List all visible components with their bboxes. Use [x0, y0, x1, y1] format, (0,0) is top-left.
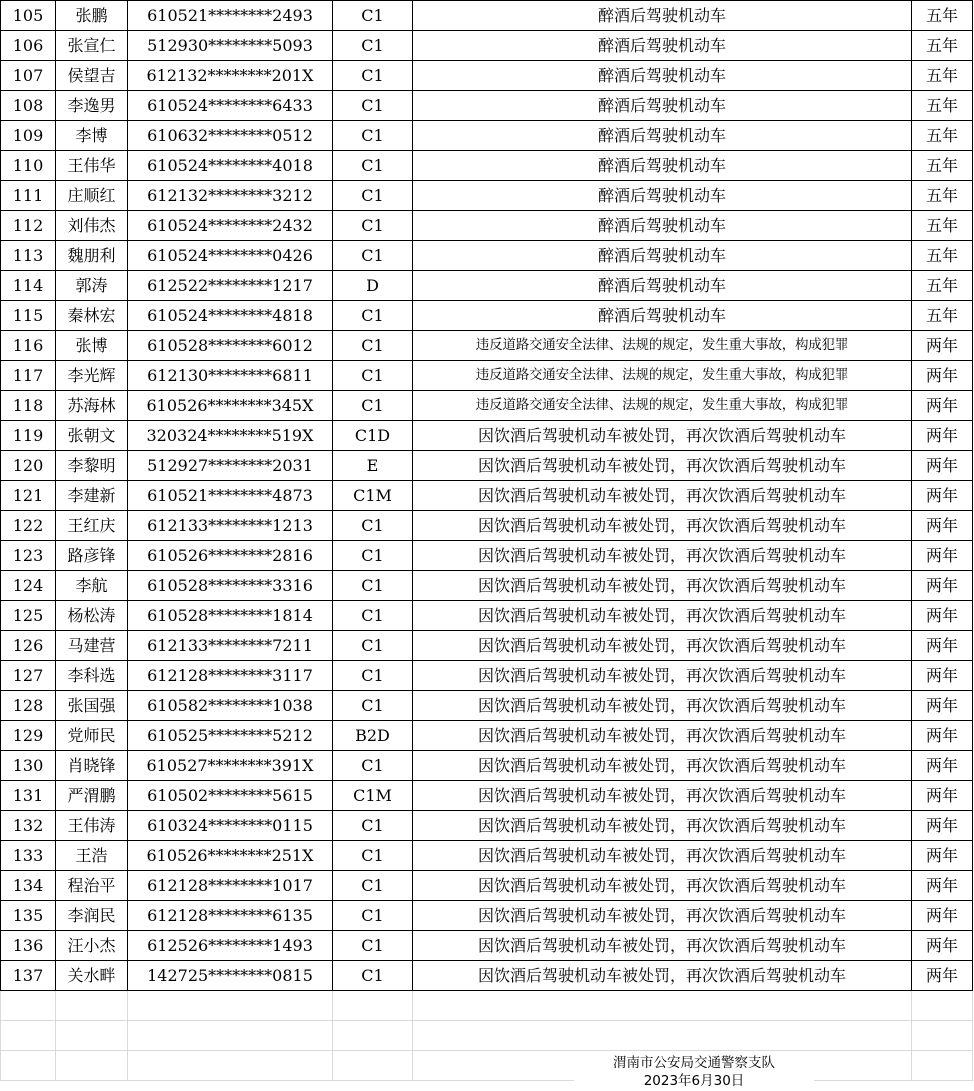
cell-reason: 因饮酒后驾驶机动车被处罚，再次饮酒后驾驶机动车	[413, 841, 912, 871]
cell-seq: 121	[1, 481, 56, 511]
cell-seq: 128	[1, 691, 56, 721]
empty-cell	[1, 991, 56, 1021]
cell-reason: 因饮酒后驾驶机动车被处罚，再次饮酒后驾驶机动车	[413, 421, 912, 451]
table-row	[1, 601, 973, 631]
cell-reason: 醉酒后驾驶机动车	[413, 211, 912, 241]
cell-seq: 108	[1, 91, 56, 121]
cell-id-number: 610525********5212	[128, 721, 333, 751]
table-row	[1, 271, 973, 301]
cell-seq: 133	[1, 841, 56, 871]
cell-id-number: 142725********0815	[128, 961, 333, 991]
cell-name: 李黎明	[56, 451, 128, 481]
cell-reason: 因饮酒后驾驶机动车被处罚，再次饮酒后驾驶机动车	[413, 481, 912, 511]
cell-id-number: 320324********519X	[128, 421, 333, 451]
cell-seq: 129	[1, 721, 56, 751]
cell-term: 两年	[912, 571, 973, 601]
cell-id-number: 610582********1038	[128, 691, 333, 721]
issue-date: 2023年6月30日	[574, 1073, 814, 1089]
cell-term: 两年	[912, 451, 973, 481]
cell-name: 张国强	[56, 691, 128, 721]
table-row	[1, 961, 973, 991]
cell-license-class: B2D	[333, 721, 413, 751]
cell-seq: 125	[1, 601, 56, 631]
cell-reason: 醉酒后驾驶机动车	[413, 271, 912, 301]
cell-term: 五年	[912, 151, 973, 181]
cell-term: 五年	[912, 211, 973, 241]
cell-seq: 118	[1, 391, 56, 421]
cell-term: 两年	[912, 691, 973, 721]
cell-name: 路彦锋	[56, 541, 128, 571]
cell-reason: 醉酒后驾驶机动车	[413, 301, 912, 331]
cell-id-number: 512930********5093	[128, 31, 333, 61]
cell-term: 五年	[912, 241, 973, 271]
cell-id-number: 612522********1217	[128, 271, 333, 301]
cell-id-number: 612128********3117	[128, 661, 333, 691]
cell-name: 汪小杰	[56, 931, 128, 961]
cell-term: 两年	[912, 901, 973, 931]
cell-name: 程治平	[56, 871, 128, 901]
cell-license-class: C1	[333, 301, 413, 331]
cell-name: 侯望吉	[56, 61, 128, 91]
cell-term: 两年	[912, 781, 973, 811]
table-row	[1, 1, 973, 31]
table-row	[1, 721, 973, 751]
cell-reason: 因饮酒后驾驶机动车被处罚，再次饮酒后驾驶机动车	[413, 661, 912, 691]
cell-license-class: C1	[333, 661, 413, 691]
table-row	[1, 931, 973, 961]
cell-license-class: C1	[333, 691, 413, 721]
cell-id-number: 610632********0512	[128, 121, 333, 151]
cell-license-class: C1	[333, 541, 413, 571]
cell-term: 两年	[912, 421, 973, 451]
cell-reason: 因饮酒后驾驶机动车被处罚，再次饮酒后驾驶机动车	[413, 571, 912, 601]
empty-cell	[912, 1021, 973, 1051]
empty-cell	[413, 1021, 912, 1051]
cell-name: 李光辉	[56, 361, 128, 391]
cell-reason: 因饮酒后驾驶机动车被处罚，再次饮酒后驾驶机动车	[413, 631, 912, 661]
cell-license-class: C1	[333, 121, 413, 151]
cell-term: 两年	[912, 391, 973, 421]
cell-term: 两年	[912, 841, 973, 871]
cell-term: 两年	[912, 601, 973, 631]
empty-cell	[1, 1051, 56, 1081]
cell-seq: 122	[1, 511, 56, 541]
cell-reason: 因饮酒后驾驶机动车被处罚，再次饮酒后驾驶机动车	[413, 541, 912, 571]
table-row	[1, 211, 973, 241]
cell-name: 李逸男	[56, 91, 128, 121]
table-row	[1, 61, 973, 91]
cell-license-class: C1	[333, 241, 413, 271]
cell-term: 两年	[912, 331, 973, 361]
empty-row	[1, 1021, 973, 1051]
cell-license-class: C1	[333, 901, 413, 931]
cell-reason: 因饮酒后驾驶机动车被处罚，再次饮酒后驾驶机动车	[413, 781, 912, 811]
empty-cell	[56, 1021, 128, 1051]
cell-reason: 因饮酒后驾驶机动车被处罚，再次饮酒后驾驶机动车	[413, 451, 912, 481]
cell-name: 苏海林	[56, 391, 128, 421]
cell-id-number: 610524********4818	[128, 301, 333, 331]
empty-row	[1, 1051, 973, 1081]
cell-id-number: 610526********251X	[128, 841, 333, 871]
table-row	[1, 361, 973, 391]
cell-name: 李润民	[56, 901, 128, 931]
cell-id-number: 610528********6012	[128, 331, 333, 361]
table-row	[1, 511, 973, 541]
cell-term: 两年	[912, 751, 973, 781]
cell-name: 李博	[56, 121, 128, 151]
cell-license-class: C1	[333, 361, 413, 391]
cell-id-number: 610527********391X	[128, 751, 333, 781]
cell-name: 李科选	[56, 661, 128, 691]
cell-reason: 醉酒后驾驶机动车	[413, 241, 912, 271]
cell-term: 五年	[912, 301, 973, 331]
table-row	[1, 391, 973, 421]
cell-seq: 110	[1, 151, 56, 181]
cell-seq: 114	[1, 271, 56, 301]
cell-term: 两年	[912, 361, 973, 391]
table-row	[1, 631, 973, 661]
cell-name: 张朝文	[56, 421, 128, 451]
cell-term: 两年	[912, 811, 973, 841]
cell-id-number: 612132********3212	[128, 181, 333, 211]
cell-term: 五年	[912, 31, 973, 61]
cell-name: 杨松涛	[56, 601, 128, 631]
empty-cell	[56, 1051, 128, 1081]
cell-reason: 因饮酒后驾驶机动车被处罚，再次饮酒后驾驶机动车	[413, 511, 912, 541]
cell-license-class: C1	[333, 391, 413, 421]
cell-name: 张鹏	[56, 1, 128, 31]
cell-license-class: C1	[333, 931, 413, 961]
table-row	[1, 841, 973, 871]
cell-seq: 136	[1, 931, 56, 961]
cell-id-number: 610324********0115	[128, 811, 333, 841]
empty-cell	[912, 1051, 973, 1081]
table-body	[1, 1, 973, 1081]
cell-license-class: C1	[333, 511, 413, 541]
cell-seq: 112	[1, 211, 56, 241]
cell-id-number: 610502********5615	[128, 781, 333, 811]
cell-name: 王红庆	[56, 511, 128, 541]
cell-seq: 105	[1, 1, 56, 31]
empty-cell	[128, 1021, 333, 1051]
cell-license-class: C1	[333, 181, 413, 211]
empty-cell	[912, 991, 973, 1021]
cell-license-class: C1	[333, 751, 413, 781]
cell-reason: 醉酒后驾驶机动车	[413, 1, 912, 31]
cell-id-number: 610528********3316	[128, 571, 333, 601]
cell-license-class: C1D	[333, 421, 413, 451]
cell-term: 两年	[912, 661, 973, 691]
cell-name: 郭涛	[56, 271, 128, 301]
cell-term: 五年	[912, 181, 973, 211]
cell-reason: 违反道路交通安全法律、法规的规定，发生重大事故，构成犯罪	[413, 361, 912, 391]
table-row	[1, 451, 973, 481]
cell-id-number: 610521********2493	[128, 1, 333, 31]
cell-reason: 因饮酒后驾驶机动车被处罚，再次饮酒后驾驶机动车	[413, 901, 912, 931]
table-row	[1, 691, 973, 721]
cell-seq: 120	[1, 451, 56, 481]
cell-seq: 135	[1, 901, 56, 931]
cell-name: 党师民	[56, 721, 128, 751]
cell-id-number: 612133********7211	[128, 631, 333, 661]
cell-license-class: C1	[333, 571, 413, 601]
cell-id-number: 512927********2031	[128, 451, 333, 481]
table-row	[1, 811, 973, 841]
cell-reason: 因饮酒后驾驶机动车被处罚，再次饮酒后驾驶机动车	[413, 691, 912, 721]
cell-name: 肖晓锋	[56, 751, 128, 781]
cell-term: 两年	[912, 871, 973, 901]
cell-name: 秦林宏	[56, 301, 128, 331]
cell-term: 两年	[912, 631, 973, 661]
cell-reason: 因饮酒后驾驶机动车被处罚，再次饮酒后驾驶机动车	[413, 751, 912, 781]
cell-term: 五年	[912, 271, 973, 301]
cell-reason: 醉酒后驾驶机动车	[413, 121, 912, 151]
issuing-organization: 渭南市公安局交通警察支队	[574, 1055, 814, 1071]
cell-reason: 因饮酒后驾驶机动车被处罚，再次饮酒后驾驶机动车	[413, 931, 912, 961]
cell-seq: 127	[1, 661, 56, 691]
cell-name: 关水畔	[56, 961, 128, 991]
cell-seq: 106	[1, 31, 56, 61]
table-row	[1, 901, 973, 931]
table-row	[1, 871, 973, 901]
cell-name: 张宣仁	[56, 31, 128, 61]
cell-license-class: C1	[333, 631, 413, 661]
cell-reason: 醉酒后驾驶机动车	[413, 181, 912, 211]
cell-license-class: C1M	[333, 781, 413, 811]
table-row	[1, 571, 973, 601]
cell-license-class: D	[333, 271, 413, 301]
table-row	[1, 541, 973, 571]
empty-cell	[413, 991, 912, 1021]
cell-license-class: C1M	[333, 481, 413, 511]
cell-id-number: 610528********1814	[128, 601, 333, 631]
cell-license-class: C1	[333, 811, 413, 841]
cell-seq: 130	[1, 751, 56, 781]
cell-reason: 醉酒后驾驶机动车	[413, 91, 912, 121]
cell-term: 两年	[912, 721, 973, 751]
cell-seq: 123	[1, 541, 56, 571]
cell-license-class: E	[333, 451, 413, 481]
cell-name: 严渭鹏	[56, 781, 128, 811]
empty-cell	[56, 991, 128, 1021]
cell-name: 刘伟杰	[56, 211, 128, 241]
cell-seq: 126	[1, 631, 56, 661]
empty-cell	[333, 1051, 413, 1081]
cell-license-class: C1	[333, 841, 413, 871]
cell-id-number: 612128********6135	[128, 901, 333, 931]
cell-name: 庄顺红	[56, 181, 128, 211]
table-row	[1, 331, 973, 361]
cell-reason: 因饮酒后驾驶机动车被处罚，再次饮酒后驾驶机动车	[413, 871, 912, 901]
cell-seq: 109	[1, 121, 56, 151]
cell-id-number: 612133********1213	[128, 511, 333, 541]
cell-term: 五年	[912, 91, 973, 121]
cell-seq: 115	[1, 301, 56, 331]
cell-reason: 醉酒后驾驶机动车	[413, 151, 912, 181]
empty-cell	[128, 991, 333, 1021]
cell-term: 五年	[912, 1, 973, 31]
empty-cell	[333, 991, 413, 1021]
cell-term: 两年	[912, 541, 973, 571]
cell-reason: 因饮酒后驾驶机动车被处罚，再次饮酒后驾驶机动车	[413, 721, 912, 751]
cell-seq: 111	[1, 181, 56, 211]
empty-cell	[1, 1021, 56, 1051]
cell-license-class: C1	[333, 1, 413, 31]
cell-seq: 131	[1, 781, 56, 811]
cell-reason: 因饮酒后驾驶机动车被处罚，再次饮酒后驾驶机动车	[413, 961, 912, 991]
table-row	[1, 301, 973, 331]
table-row	[1, 91, 973, 121]
cell-seq: 113	[1, 241, 56, 271]
cell-id-number: 610524********6433	[128, 91, 333, 121]
table-row	[1, 121, 973, 151]
cell-reason: 因饮酒后驾驶机动车被处罚，再次饮酒后驾驶机动车	[413, 601, 912, 631]
cell-id-number: 610526********2816	[128, 541, 333, 571]
cell-seq: 124	[1, 571, 56, 601]
cell-name: 魏朋利	[56, 241, 128, 271]
table-row	[1, 661, 973, 691]
empty-row	[1, 991, 973, 1021]
cell-reason: 违反道路交通安全法律、法规的规定，发生重大事故，构成犯罪	[413, 391, 912, 421]
cell-id-number: 610524********4018	[128, 151, 333, 181]
cell-seq: 132	[1, 811, 56, 841]
cell-name: 李建新	[56, 481, 128, 511]
table-row	[1, 751, 973, 781]
cell-term: 两年	[912, 961, 973, 991]
cell-license-class: C1	[333, 871, 413, 901]
cell-reason: 醉酒后驾驶机动车	[413, 31, 912, 61]
empty-cell	[128, 1051, 333, 1081]
cell-name: 张博	[56, 331, 128, 361]
cell-license-class: C1	[333, 31, 413, 61]
cell-license-class: C1	[333, 331, 413, 361]
table-row	[1, 781, 973, 811]
cell-name: 王浩	[56, 841, 128, 871]
table-row	[1, 181, 973, 211]
cell-id-number: 612128********1017	[128, 871, 333, 901]
cell-term: 两年	[912, 511, 973, 541]
table-row	[1, 481, 973, 511]
cell-license-class: C1	[333, 601, 413, 631]
cell-reason: 违反道路交通安全法律、法规的规定，发生重大事故，构成犯罪	[413, 331, 912, 361]
cell-license-class: C1	[333, 91, 413, 121]
cell-seq: 117	[1, 361, 56, 391]
cell-license-class: C1	[333, 151, 413, 181]
table-row	[1, 151, 973, 181]
cell-term: 两年	[912, 481, 973, 511]
cell-reason: 因饮酒后驾驶机动车被处罚，再次饮酒后驾驶机动车	[413, 811, 912, 841]
cell-term: 两年	[912, 931, 973, 961]
cell-term: 五年	[912, 61, 973, 91]
cell-seq: 119	[1, 421, 56, 451]
cell-name: 李航	[56, 571, 128, 601]
cell-name: 王伟涛	[56, 811, 128, 841]
cell-term: 五年	[912, 121, 973, 151]
cell-id-number: 612526********1493	[128, 931, 333, 961]
table-row	[1, 421, 973, 451]
cell-seq: 134	[1, 871, 56, 901]
cell-id-number: 610526********345X	[128, 391, 333, 421]
cell-id-number: 610524********2432	[128, 211, 333, 241]
cell-name: 王伟华	[56, 151, 128, 181]
cell-id-number: 612130********6811	[128, 361, 333, 391]
cell-seq: 137	[1, 961, 56, 991]
cell-id-number: 612132********201X	[128, 61, 333, 91]
cell-license-class: C1	[333, 961, 413, 991]
cell-seq: 116	[1, 331, 56, 361]
cell-name: 马建营	[56, 631, 128, 661]
cell-reason: 醉酒后驾驶机动车	[413, 61, 912, 91]
table-row	[1, 241, 973, 271]
table-row	[1, 31, 973, 61]
empty-cell	[333, 1021, 413, 1051]
cell-id-number: 610521********4873	[128, 481, 333, 511]
cell-seq: 107	[1, 61, 56, 91]
cell-id-number: 610524********0426	[128, 241, 333, 271]
cell-license-class: C1	[333, 61, 413, 91]
cell-license-class: C1	[333, 211, 413, 241]
